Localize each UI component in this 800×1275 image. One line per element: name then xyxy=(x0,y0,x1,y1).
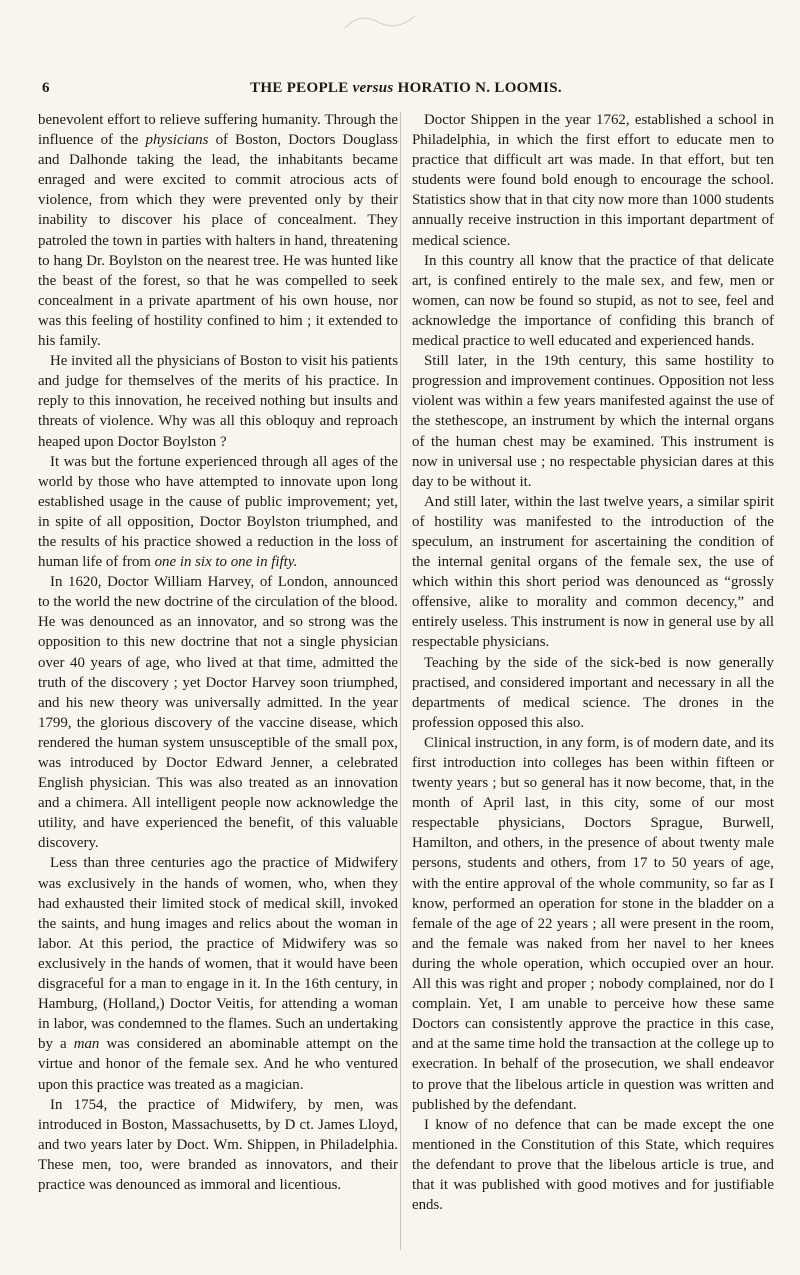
paragraph xyxy=(38,572,398,853)
paragraph-text: benevolent effort to relieve suffering humanity. Through the influence of the xyxy=(38,112,398,149)
paragraph-text: Teaching by the side of the sick-bed is now generally practised, and considered important and necessary in all the departments of medical science. The drones in the profession opposed this also. xyxy=(412,654,774,731)
paragraph xyxy=(38,110,398,351)
paragraph-text: He invited all the physicians of Boston to visit his patients and judge for themselves of the merits of his practice. In reply to this innovation, he received nothing but insults and threats of violence. Why was all this obloquy and reproach heaped upon Doctor Boylston ? xyxy=(38,353,398,450)
paragraph-text: In 1754, the practice of Midwifery, by men, was introduced in Boston, Massachusetts, by D ct. James Lloyd, and two years later by Doct. Wm. Shippen, in Philadelphia. These men, too, were branded as innovators, and their practice was denounced as immoral and licentious. xyxy=(38,1096,398,1193)
paragraph-text: Still later, in the 19th century, this same hostility to progression and improvement continues. Opposition not less violent was within a few years manifested against the use of the stethescope, an instrument by which the internal organs of the human chest may be examined. This instrument is now in universal use ; no respectable physician dares at this day to be without it. xyxy=(412,353,774,490)
paragraph xyxy=(38,853,398,1094)
paragraph-text: Doctor Shippen in the year 1762, established a school in Philadelphia, in which the first effort to educate men to practice that difficult art was made. In that effort, but ten students were found bold enough to encourage the school. Statistics show that in that city now more than 1000 students annually receive instruction in this important department of medical science. xyxy=(412,112,774,249)
paragraph-text: Less than three centuries ago the practice of Midwifery was exclusively in the hands of women, who, when they had exhausted their limited stock of medical skill, invoked the saints, and hung images and relics about the woman in labor. At this period, the practice of Midwifery was so exclusively in the hands of women, that it would have been disgraceful for a man to engage in it. In the 16th century, in Hamburg, (Holland,) Doctor Veitis, for attending a woman in labor, was condemned to the flames. Such an undertaking by a xyxy=(38,855,398,1053)
running-title: THE PEOPLE versus HORATIO N. LOOMIS. xyxy=(250,80,562,96)
paragraph-text: Clinical instruction, in any form, is of modern date, and its first introduction into colleges has been within fifteen or twenty years ; but so general has it now become, that, in the month of April last, in this city, some of our most respectable physicians, Doctors Sprague, Burwell, Hamilton, and others, in the presence of about twenty male persons, students and others, from 17 to 50 years of age, with the entire approval of the whole community, so far as I know, performed an operation for stone in the bladder on a female of the age of 22 years ; all were present in the room, and the female was naked from her navel to her knees during the whole operation, which occupied over an hour. All this was right and proper ; nobody complained, nor do I complain. Yet, I am unable to perceive how these same Doctors can consistently approve the practice in this case, and at the same time hold the transaction at the college up to execration. In behalf of the prosecution, we shall endeavor to prove that the libelous article in question was written and published by the defendant. xyxy=(412,734,774,1113)
emphasized-text: physicians xyxy=(145,132,209,149)
page-number: 6 xyxy=(42,80,50,96)
paragraph xyxy=(38,1095,398,1195)
paragraph-text: of Boston, Doctors Douglass and Dalhonde taking the lead, the inhabitants became enraged and were excited to commit atrocious acts of violence, from which they were prevented only by their inability to discover his place of concealment. They patroled the town in parties with halters in hand, threatening to hang Dr. Boylston on the nearest tree. He was hunted like the beast of the forest, so that he was compelled to seek concealment in a private apartment of his own house, nor was this feeling of hostility confined to him ; it extended to his family. xyxy=(38,132,398,350)
column-divider xyxy=(400,112,401,1250)
paragraph xyxy=(38,351,398,451)
paragraph xyxy=(412,653,774,733)
paragraph xyxy=(38,452,398,573)
emphasized-text: man xyxy=(73,1036,100,1053)
paragraph xyxy=(412,733,774,1115)
running-title-versus: versus xyxy=(352,80,394,96)
paragraph-text: was considered an abominable attempt on the virtue and honor of the female sex. And he who ventured upon this practice was treated as a magician. xyxy=(38,1036,398,1093)
paragraph-text: It was but the fortune experienced through all ages of the world by those who have attempted to innovate upon long established usage in the cause of public improvement; yet, in spite of all opposition, Doctor Boylston triumphed, and the results of his practice showed a reduction in the loss of human life of from xyxy=(38,453,398,571)
paragraph-text: And still later, within the last twelve years, a similar spirit of hostility was manifested to the introduction of the speculum, an instrument for ascertaining the condition of the internal genital organs of the female sex, the use of which within this short period was denounced as “grossly offensive, alike to morality and common decency,” and entirely useless. This instrument is now in general use by all respectable physicians. xyxy=(412,493,774,651)
right-column xyxy=(412,110,774,1215)
ink-smudge-mark xyxy=(340,8,420,34)
paragraph xyxy=(412,251,774,351)
paragraph-text: I know of no defence that can be made except the one mentioned in the Constitution of this State, which requires the defendant to prove that the libelous article is true, and that it was published with good motives and for justifiable ends. xyxy=(412,1116,774,1214)
page-header xyxy=(42,80,770,102)
emphasized-text: one in six to one in fifty. xyxy=(154,554,298,571)
paragraph xyxy=(412,351,774,492)
paragraph-text: In 1620, Doctor William Harvey, of London, announced to the world the new doctrine of the circulation of the blood. He was denounced as an innovator, and so strong was the opposition to this new doctrine that not a single physician over 40 years of age, who lived at that time, admitted the truth of the discovery ; yet Doctor Harvey soon triumphed, and his new theory was universally admitted. In the year 1799, the glorious discovery of the vaccine disease, which rendered the human system unsusceptible of the small pox, was introduced by Doctor Edward Jenner, a celebrated English physician. This was also treated as an innovation and a chimera. All intelligent people now acknowledge the utility, and have experienced the benefit, of this valuable discovery. xyxy=(38,574,398,852)
left-column xyxy=(38,110,398,1195)
paragraph-text: In this country all know that the practice of that delicate art, is confined entirely to the male sex, and few, men or women, can now be found so stupid, as not to see, feel and acknowledge the importance of confiding this branch of medical practice to well educated and experienced hands. xyxy=(412,252,774,350)
paragraph xyxy=(412,492,774,653)
paragraph xyxy=(412,1115,774,1215)
paragraph xyxy=(412,110,774,251)
